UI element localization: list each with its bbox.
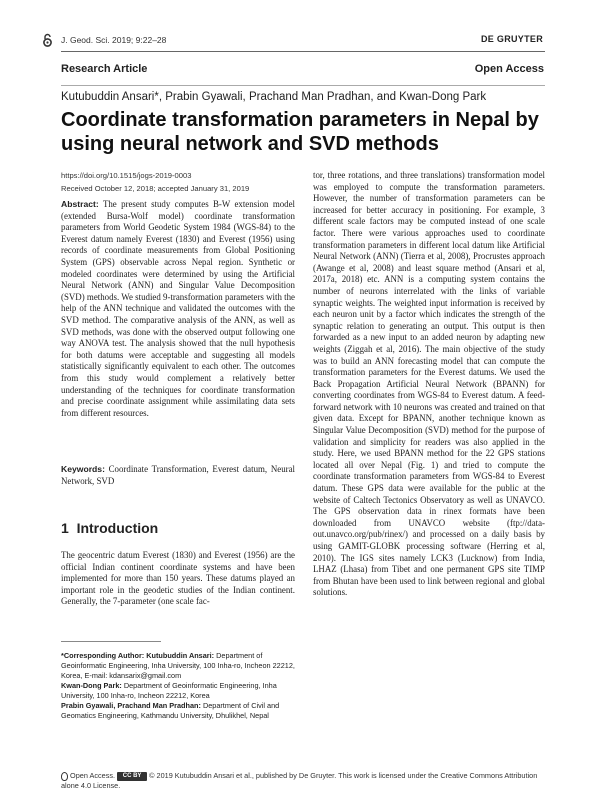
paper-title: Coordinate transformation parameters in Nepal by using neural network and SVD methods (61, 109, 539, 155)
abstract-text: The present study computes B-W extension model (extended Bursa-Wolf model) coordinate transformation parameters from World Geodetic System 1984 (WGS-84) to the Everest datum namely Everest (1830) and Everest (1956) using records of coordinate measurements from Global Positioning System (GPS) observable across Nepal region. Synthetic or modeled coordinates were determined by using the Artificial Neural Network (ANN) and Singular Value Decomposition (SVD) methods. We studied 9-transformation parameters with the help of the ANN technique and validated the outcomes with the SVD method. The comparative analysis of the ANN, as well as SVD methods, was done with the observed output following one way ANOVA test. The analysis showed that the null hypothesis for both datums were acceptable and suggesting all models statistically significantly equivalent to each other. The outcomes from this study would complement a relatively better understanding of the techniques for coordinate transformation and precise coordinate assignment while assimilating data sets from different resources. (61, 199, 295, 418)
abstract-label: Abstract: (61, 199, 99, 209)
publisher-name: DE GRUYTER (480, 34, 543, 44)
received-date: Received October 12, 2018; accepted January 31, 2019 (61, 184, 250, 193)
header-rule (61, 51, 545, 52)
section-heading (61, 520, 158, 536)
intro-right-text (313, 170, 545, 599)
section-title: Introduction (76, 520, 159, 536)
intro-paragraph: The geocentric datum Everest (1830) and Everest (1956) are the official Indian continent coordinate systems and have been implemented for more than 150 years. These datums played an important role in the geodetic studies of the Indian continent. Generally, the 7-parameter (one scale fac- (61, 550, 295, 607)
footnote-park: Kwan-Dong Park: Department of Geoinformatic Engineering, Inha University, 100 Inha-ro, Incheon 22212, Korea (61, 681, 277, 700)
license-footer (61, 771, 545, 791)
keywords-label: Keywords: (61, 464, 105, 474)
open-access-lock-icon (42, 33, 53, 47)
open-access-lock-icon (61, 772, 68, 781)
footnote-rule (61, 641, 161, 642)
intro-left-text (61, 550, 295, 608)
author-list: Kutubuddin Ansari*, Prabin Gyawali, Prachand Man Pradhan, and Kwan-Dong Park (61, 91, 487, 103)
doi-link[interactable]: https://doi.org/10.1515/jogs-2019-0003 (61, 171, 192, 180)
keywords (61, 464, 295, 487)
footnote-corresponding: *Corresponding Author: Kutubuddin Ansari: Department of Geoinformatic Engineering, Inha University, 100 Inha-ro, Incheon 22212, Korea, E-mail: kdansarix@gmail.com (61, 651, 295, 680)
footnote-gyawali-pradhan: Prabin Gyawali, Prachand Man Pradhan: Department of Civil and Geomatics Engineering, Kathmandu University, Dhulikhel, Nepal (61, 701, 280, 720)
journal-citation: J. Geod. Sci. 2019; 9:22–28 (61, 35, 167, 45)
open-access-label: Open Access (474, 63, 544, 75)
keywords-text: Coordinate Transformation, Everest datum, Neural Network, SVD (61, 464, 295, 486)
header-rule-secondary (61, 85, 545, 86)
license-text: © 2019 Kutubuddin Ansari et al., published by De Gruyter. This work is licensed under the Creative Commons Attribution alone 4.0 License. (61, 771, 538, 790)
footer-open-access: Open Access. (70, 771, 116, 780)
abstract (61, 199, 295, 419)
article-type: Research Article (61, 63, 148, 75)
footnotes (61, 651, 295, 721)
cc-by-license-icon[interactable]: CC BY (117, 772, 147, 781)
intro-paragraph-continued: tor, three rotations, and three translations) transformation model was employed to compute the transformation parameters. However, the number of transformation parameters can be increased for better accuracy in positioning. For example, 3 different scale factors may be computed instead of one scale factor. There were various approaches used to coordinate transformation parameters in different local datum like Artificial Neural Network (ANN) (Tierra et al, 2008), Procrustes approach (Awange et al, 2008) and least square method (Ansari et al, 2017a, 2018) etc. ANN is a computing system contains the number of neurons interrelated with the links of variable synaptic weights. The weighted input information is received by each neuron unit by a factor which indicates the strength of the synaptic relation to generating an output. This output is then forwarded as a new input to an added neuron by adapting new weights (Ziggah et al, 2016). The main objective of the study was to build an ANN forecasting model that can compute the transformation parameters for the Everest datums. We used the Back Propagation Artificial Neural Network (BPANN) for converting coordinates from WGS-84 to Everest datum. A feed-forward network with 10 neurons was created and trained on that given data. Except for BPANN, another technique known as Singular Value Decomposition (SVD) method for the purpose of validation and simplicity for readers was also applied in the study. Here, we used BPANN method for the 22 GPS stations located all over Nepal (Fig. 1) and tried to compute the coordinate transformation parameters from WGS-84 to Everest datum. These GPS data were available for the public at the website of Caltech Tectonics Observatory as well as UNAVCO. The GPS observation data in rinex formats have been downloaded from UNAVCO website (ftp://data-out.unavco.org/pub/rinex/) and processed on a daily basis by using GAMIT-GLOBK processing software (Herring et al, 2010). The IGS sites namely LCK3 (Lucknow) from India, LHAZ (Lhasa) from Tibet and one permanent GPS site TIMP from Bhutan have been used to link between regional and global solutions. (313, 170, 545, 598)
section-number: 1 (61, 520, 69, 536)
